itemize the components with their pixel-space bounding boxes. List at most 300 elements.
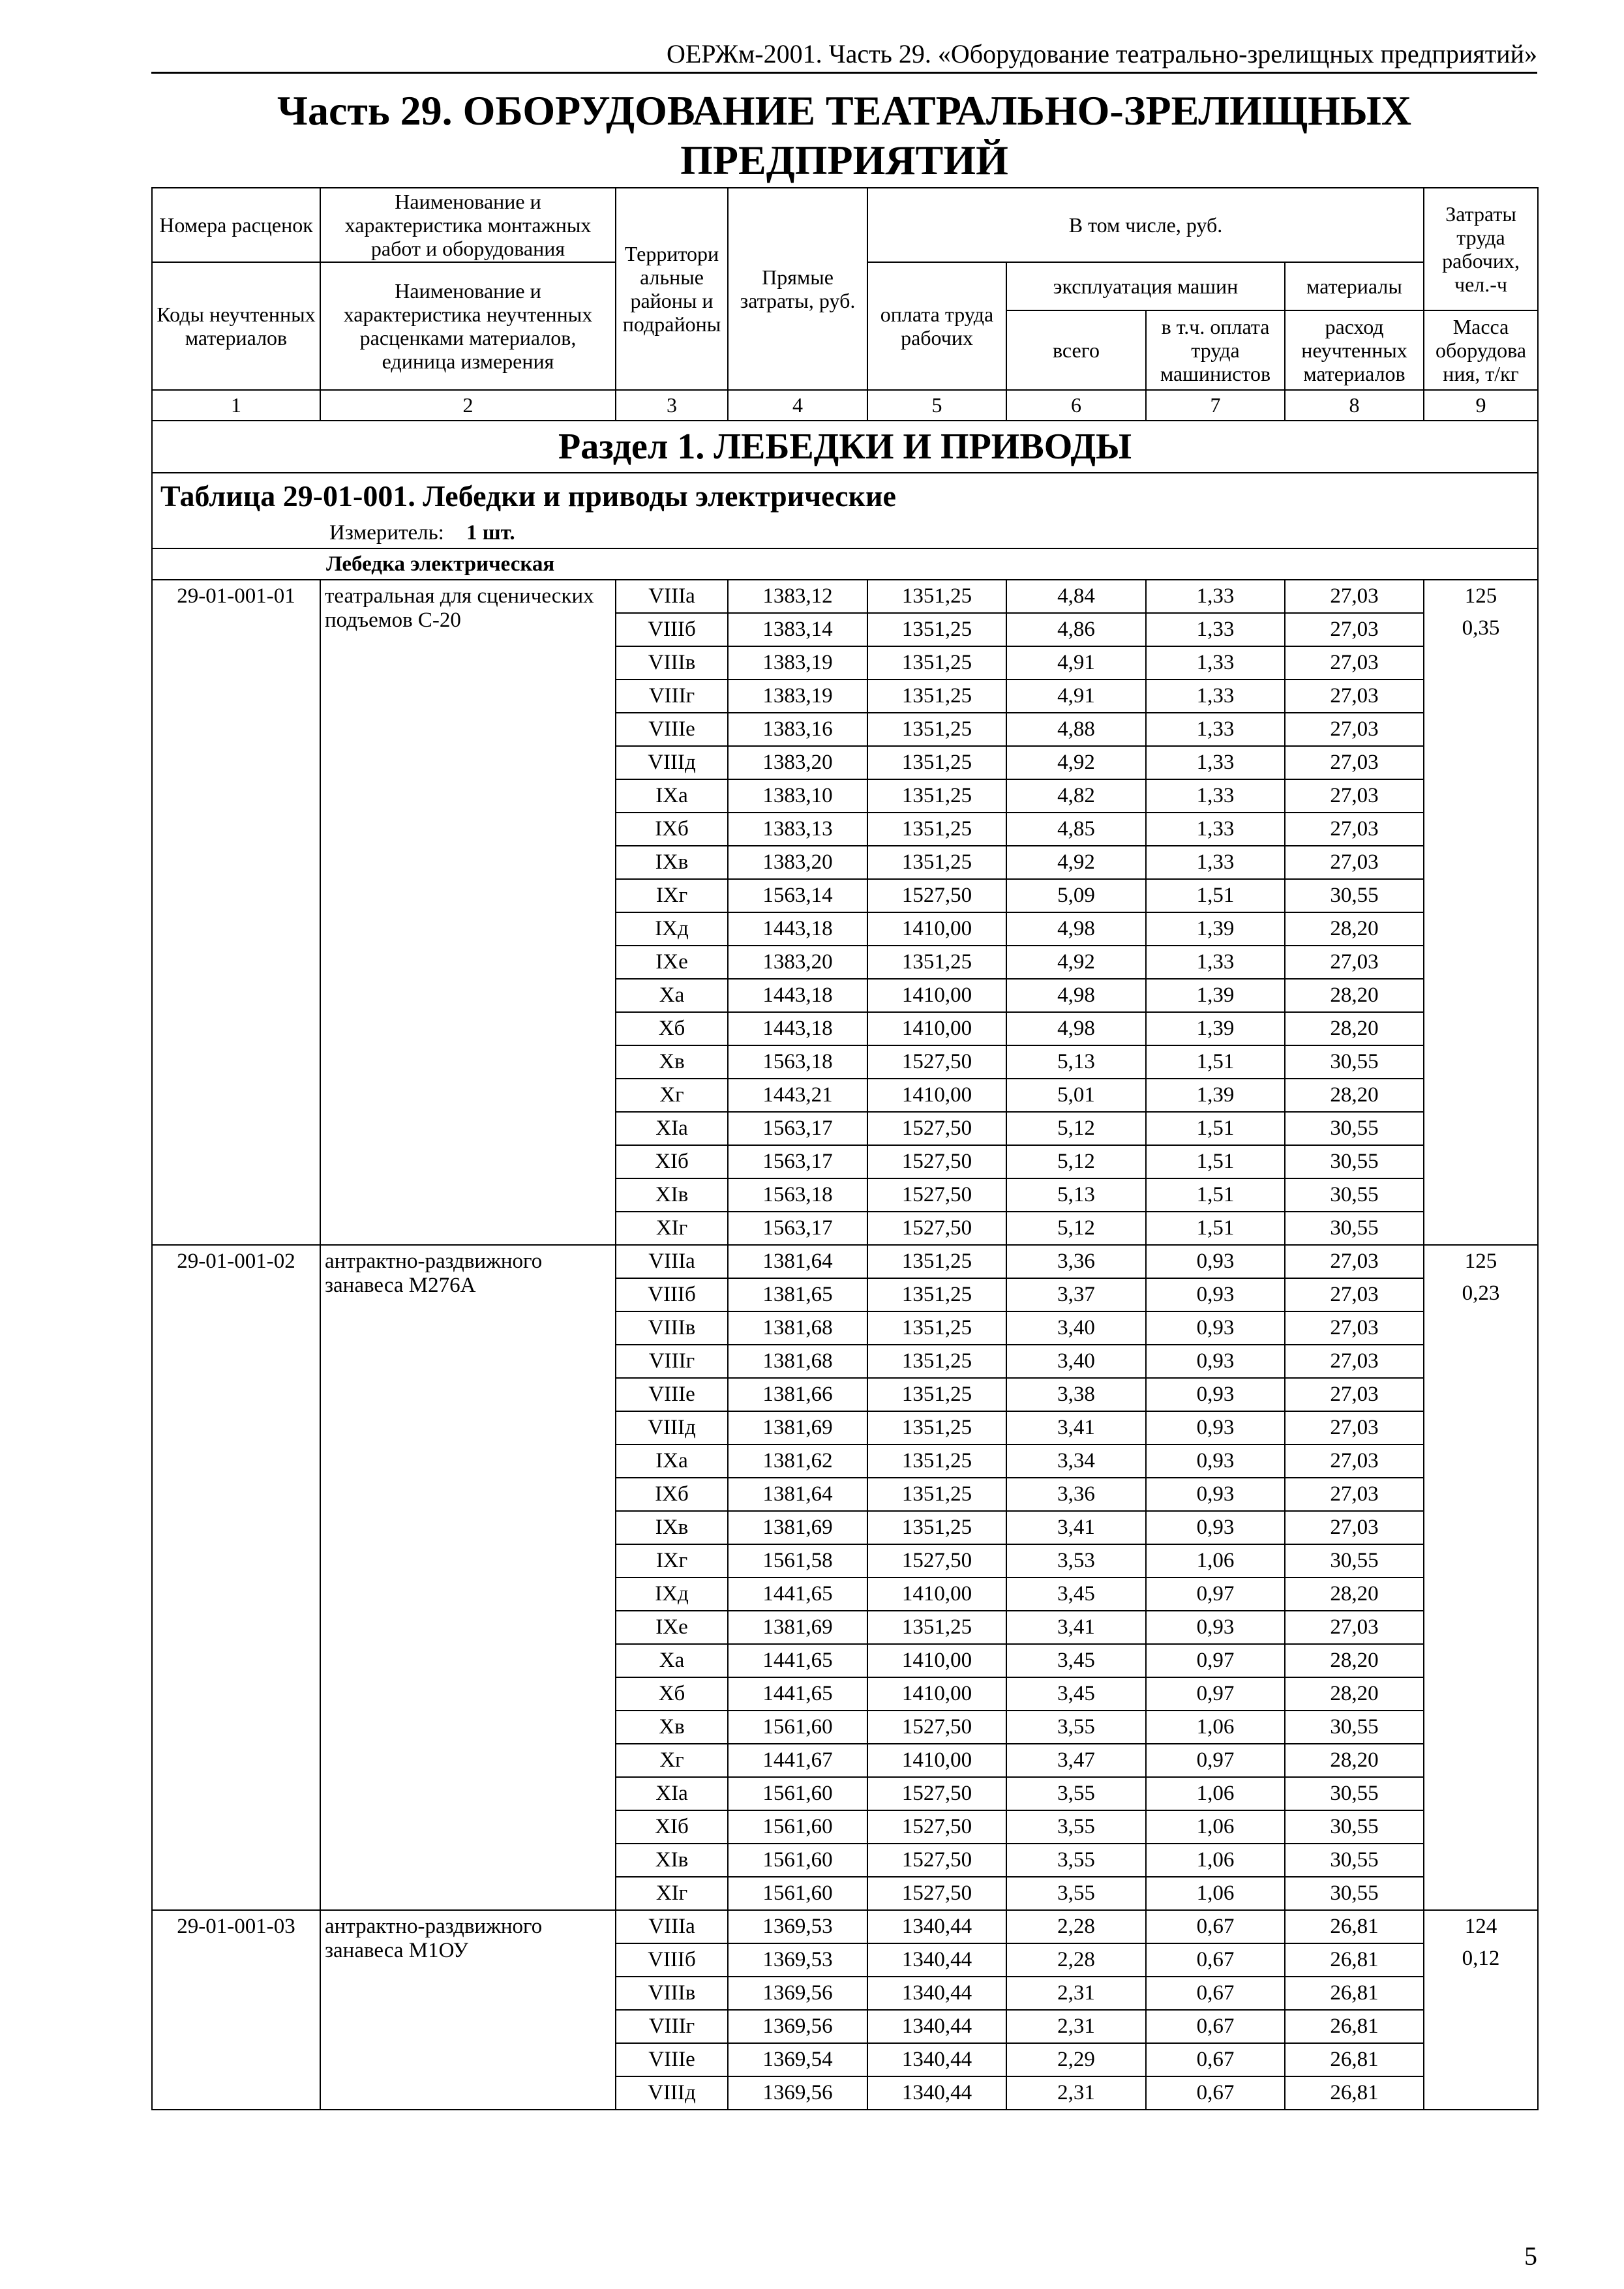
materials-cell: 27,03 <box>1285 813 1424 846</box>
direct-costs-cell: 1369,54 <box>728 2043 867 2076</box>
machines-total-cell: 3,55 <box>1006 1810 1146 1844</box>
wages-cell: 1351,25 <box>867 1511 1006 1544</box>
territory-cell: XIб <box>616 1145 728 1178</box>
territory-cell: VIIIб <box>616 613 728 646</box>
machines-total-cell: 3,45 <box>1006 1578 1146 1611</box>
territory-cell: IXг <box>616 1544 728 1578</box>
column-number: 4 <box>728 390 867 421</box>
machines-total-cell: 4,88 <box>1006 713 1146 746</box>
machines-total-cell: 4,91 <box>1006 680 1146 713</box>
wages-cell: 1527,50 <box>867 1711 1006 1744</box>
materials-cell: 30,55 <box>1285 879 1424 912</box>
meter-value: 1 шт. <box>466 520 515 545</box>
territory-cell: IXб <box>616 1478 728 1511</box>
machines-total-cell: 4,84 <box>1006 580 1146 613</box>
materials-cell: 30,55 <box>1285 1112 1424 1145</box>
machines-total-cell: 5,13 <box>1006 1178 1146 1212</box>
wages-cell: 1351,25 <box>867 1378 1006 1411</box>
territory-cell: XIа <box>616 1112 728 1145</box>
materials-cell: 26,81 <box>1285 1943 1424 1977</box>
machines-total-cell: 2,28 <box>1006 1943 1146 1977</box>
direct-costs-cell: 1381,62 <box>728 1444 867 1478</box>
machinist-wages-cell: 0,67 <box>1146 2010 1285 2043</box>
work-name: антрактно-раздвижного занавеса М276А <box>320 1245 616 1910</box>
direct-costs-cell: 1441,65 <box>728 1644 867 1677</box>
wages-cell: 1410,00 <box>867 1644 1006 1677</box>
materials-cell: 30,55 <box>1285 1045 1424 1079</box>
machinist-wages-cell: 0,93 <box>1146 1345 1285 1378</box>
header-material-names: Наименование и характеристика неучтенных расценками материалов, единица измерения <box>320 262 616 390</box>
wages-cell: 1527,50 <box>867 1877 1006 1910</box>
wages-cell: 1527,50 <box>867 879 1006 912</box>
subheading: Лебедка электрическая <box>152 548 1538 580</box>
machinist-wages-cell: 0,67 <box>1146 1910 1285 1943</box>
labor-mass-cell <box>1424 580 1538 1245</box>
labor-mass-cell <box>1424 1910 1538 2110</box>
direct-costs-cell: 1383,13 <box>728 813 867 846</box>
machines-total-cell: 3,40 <box>1006 1345 1146 1378</box>
direct-costs-cell: 1383,10 <box>728 779 867 813</box>
machines-total-cell: 2,31 <box>1006 2076 1146 2110</box>
materials-cell: 30,55 <box>1285 1777 1424 1810</box>
section-title: Раздел 1. ЛЕБЕДКИ И ПРИВОДЫ <box>152 421 1538 473</box>
machinist-wages-cell: 1,51 <box>1146 1178 1285 1212</box>
header-materials: материалы <box>1285 262 1424 310</box>
machines-total-cell: 3,41 <box>1006 1411 1146 1444</box>
materials-cell: 27,03 <box>1285 1311 1424 1345</box>
meter-line <box>152 518 1538 548</box>
wages-cell: 1340,44 <box>867 2076 1006 2110</box>
materials-cell: 27,03 <box>1285 1378 1424 1411</box>
table-row <box>152 1245 1538 1278</box>
machinist-wages-cell: 0,67 <box>1146 2076 1285 2110</box>
materials-cell: 28,20 <box>1285 1644 1424 1677</box>
wages-cell: 1527,50 <box>867 1777 1006 1810</box>
column-number: 8 <box>1285 390 1424 421</box>
machinist-wages-cell: 1,33 <box>1146 613 1285 646</box>
wages-cell: 1527,50 <box>867 1145 1006 1178</box>
direct-costs-cell: 1443,18 <box>728 1012 867 1045</box>
equipment-mass-value: 0,12 <box>1462 1947 1500 1970</box>
rate-code: 29-01-001-02 <box>152 1245 320 1910</box>
direct-costs-cell: 1369,56 <box>728 2076 867 2110</box>
rate-code: 29-01-001-01 <box>152 580 320 1245</box>
territory-cell: IXг <box>616 879 728 912</box>
wages-cell: 1410,00 <box>867 1578 1006 1611</box>
materials-cell: 27,03 <box>1285 1478 1424 1511</box>
machinist-wages-cell: 0,93 <box>1146 1378 1285 1411</box>
materials-cell: 27,03 <box>1285 646 1424 680</box>
wages-cell: 1351,25 <box>867 1478 1006 1511</box>
machinist-wages-cell: 1,39 <box>1146 912 1285 946</box>
materials-cell: 27,03 <box>1285 1444 1424 1478</box>
materials-cell: 27,03 <box>1285 946 1424 979</box>
direct-costs-cell: 1383,16 <box>728 713 867 746</box>
direct-costs-cell: 1383,14 <box>728 613 867 646</box>
materials-cell: 27,03 <box>1285 746 1424 779</box>
header-equipment-mass: Масса оборудова ния, т/кг <box>1424 310 1538 390</box>
territory-cell: XIв <box>616 1844 728 1877</box>
wages-cell: 1340,44 <box>867 1977 1006 2010</box>
wages-cell: 1351,25 <box>867 1278 1006 1311</box>
machines-total-cell: 4,98 <box>1006 1012 1146 1045</box>
machinist-wages-cell: 1,33 <box>1146 813 1285 846</box>
machines-total-cell: 4,92 <box>1006 846 1146 879</box>
territory-cell: Xг <box>616 1744 728 1777</box>
wages-cell: 1351,25 <box>867 1245 1006 1278</box>
direct-costs-cell: 1563,18 <box>728 1178 867 1212</box>
materials-cell: 27,03 <box>1285 1411 1424 1444</box>
machines-total-cell: 4,86 <box>1006 613 1146 646</box>
materials-cell: 26,81 <box>1285 2076 1424 2110</box>
direct-costs-cell: 1381,66 <box>728 1378 867 1411</box>
machinist-wages-cell: 0,97 <box>1146 1744 1285 1777</box>
materials-cell: 27,03 <box>1285 1245 1424 1278</box>
header-labor-costs: Затраты труда рабочих, чел.-ч <box>1424 188 1538 310</box>
wages-cell: 1527,50 <box>867 1045 1006 1079</box>
machinist-wages-cell: 1,06 <box>1146 1544 1285 1578</box>
materials-cell: 27,03 <box>1285 680 1424 713</box>
machinist-wages-cell: 0,67 <box>1146 1943 1285 1977</box>
materials-cell: 28,20 <box>1285 912 1424 946</box>
territory-cell: Xг <box>616 1079 728 1112</box>
machines-total-cell: 3,55 <box>1006 1711 1146 1744</box>
equipment-mass-value: 0,35 <box>1462 616 1500 640</box>
materials-cell: 28,20 <box>1285 1079 1424 1112</box>
materials-cell: 26,81 <box>1285 1910 1424 1943</box>
territory-cell: XIб <box>616 1810 728 1844</box>
direct-costs-cell: 1369,53 <box>728 1943 867 1977</box>
rates-table-body <box>152 188 1538 2110</box>
machinist-wages-cell: 0,93 <box>1146 1511 1285 1544</box>
machinist-wages-cell: 1,33 <box>1146 580 1285 613</box>
direct-costs-cell: 1383,20 <box>728 746 867 779</box>
column-number: 2 <box>320 390 616 421</box>
materials-cell: 30,55 <box>1285 1544 1424 1578</box>
materials-cell: 30,55 <box>1285 1212 1424 1245</box>
territory-cell: VIIIб <box>616 1943 728 1977</box>
direct-costs-cell: 1381,69 <box>728 1611 867 1644</box>
machines-total-cell: 3,36 <box>1006 1245 1146 1278</box>
territory-cell: VIIIа <box>616 1245 728 1278</box>
machines-total-cell: 3,55 <box>1006 1877 1146 1910</box>
wages-cell: 1340,44 <box>867 1943 1006 1977</box>
wages-cell: 1340,44 <box>867 2043 1006 2076</box>
wages-cell: 1351,25 <box>867 813 1006 846</box>
machinist-wages-cell: 1,51 <box>1146 879 1285 912</box>
territory-cell: VIIIд <box>616 746 728 779</box>
machinist-wages-cell: 1,33 <box>1146 646 1285 680</box>
wages-cell: 1351,25 <box>867 1345 1006 1378</box>
wages-cell: 1410,00 <box>867 912 1006 946</box>
wages-cell: 1351,25 <box>867 779 1006 813</box>
territory-cell: Xв <box>616 1045 728 1079</box>
territory-cell: IXв <box>616 846 728 879</box>
wages-cell: 1351,25 <box>867 846 1006 879</box>
direct-costs-cell: 1563,14 <box>728 879 867 912</box>
page-number: 5 <box>1524 2241 1537 2271</box>
header-material-codes: Коды неучтенных материалов <box>152 262 320 390</box>
direct-costs-cell: 1383,20 <box>728 946 867 979</box>
direct-costs-cell: 1563,17 <box>728 1112 867 1145</box>
page-title-line1: Часть 29. ОБОРУДОВАНИЕ ТЕАТРАЛЬНО-ЗРЕЛИЩНЫХ <box>277 87 1411 134</box>
machines-total-cell: 2,28 <box>1006 1910 1146 1943</box>
machinist-wages-cell: 0,93 <box>1146 1245 1285 1278</box>
machinist-wages-cell: 1,33 <box>1146 746 1285 779</box>
wages-cell: 1527,50 <box>867 1178 1006 1212</box>
direct-costs-cell: 1561,58 <box>728 1544 867 1578</box>
machinist-wages-cell: 0,93 <box>1146 1444 1285 1478</box>
direct-costs-cell: 1561,60 <box>728 1777 867 1810</box>
machines-total-cell: 5,13 <box>1006 1045 1146 1079</box>
machines-total-cell: 3,41 <box>1006 1611 1146 1644</box>
direct-costs-cell: 1383,12 <box>728 580 867 613</box>
page-title <box>151 86 1537 185</box>
territory-cell: VIIIа <box>616 1910 728 1943</box>
direct-costs-cell: 1441,65 <box>728 1578 867 1611</box>
territory-cell: VIIIд <box>616 1411 728 1444</box>
wages-cell: 1410,00 <box>867 1012 1006 1045</box>
territory-cell: XIг <box>616 1212 728 1245</box>
wages-cell: 1351,25 <box>867 1411 1006 1444</box>
materials-cell: 27,03 <box>1285 1345 1424 1378</box>
direct-costs-cell: 1443,21 <box>728 1079 867 1112</box>
territory-cell: Xа <box>616 1644 728 1677</box>
machinist-wages-cell: 1,33 <box>1146 779 1285 813</box>
machinist-wages-cell: 0,67 <box>1146 1977 1285 2010</box>
machines-total-cell: 4,85 <box>1006 813 1146 846</box>
machines-total-cell: 4,92 <box>1006 946 1146 979</box>
territory-cell: IXе <box>616 946 728 979</box>
materials-cell: 27,03 <box>1285 1611 1424 1644</box>
wages-cell: 1410,00 <box>867 1079 1006 1112</box>
rates-table <box>151 187 1539 2110</box>
direct-costs-cell: 1561,60 <box>728 1810 867 1844</box>
machinist-wages-cell: 0,93 <box>1146 1411 1285 1444</box>
machines-total-cell: 3,45 <box>1006 1644 1146 1677</box>
territory-cell: VIIIв <box>616 1311 728 1345</box>
materials-cell: 26,81 <box>1285 1977 1424 2010</box>
territory-cell: VIIIг <box>616 680 728 713</box>
machinist-wages-cell: 1,51 <box>1146 1112 1285 1145</box>
wages-cell: 1351,25 <box>867 580 1006 613</box>
territory-cell: VIIIд <box>616 2076 728 2110</box>
wages-cell: 1410,00 <box>867 979 1006 1012</box>
header-territory: Территори альные районы и подрайоны <box>616 188 728 390</box>
machinist-wages-cell: 1,39 <box>1146 1012 1285 1045</box>
machines-total-cell: 4,91 <box>1006 646 1146 680</box>
territory-cell: Xа <box>616 979 728 1012</box>
header-rate-numbers: Номера расценок <box>152 188 320 262</box>
materials-cell: 27,03 <box>1285 779 1424 813</box>
territory-cell: Xб <box>616 1677 728 1711</box>
running-head: ОЕРЖм-2001. Часть 29. «Оборудование театрально-зрелищных предприятий» <box>151 38 1537 74</box>
materials-cell: 30,55 <box>1285 1844 1424 1877</box>
machinist-wages-cell: 1,33 <box>1146 846 1285 879</box>
direct-costs-cell: 1369,56 <box>728 2010 867 2043</box>
territory-cell: XIг <box>616 1877 728 1910</box>
header-including: В том числе, руб. <box>867 188 1424 262</box>
territory-cell: IXа <box>616 779 728 813</box>
direct-costs-cell: 1563,18 <box>728 1045 867 1079</box>
materials-cell: 30,55 <box>1285 1877 1424 1910</box>
direct-costs-cell: 1381,68 <box>728 1345 867 1378</box>
machinist-wages-cell: 1,51 <box>1146 1212 1285 1245</box>
machinist-wages-cell: 1,51 <box>1146 1045 1285 1079</box>
territory-cell: IXб <box>616 813 728 846</box>
materials-cell: 28,20 <box>1285 1578 1424 1611</box>
direct-costs-cell: 1369,53 <box>728 1910 867 1943</box>
machines-total-cell: 2,29 <box>1006 2043 1146 2076</box>
territory-cell: IXд <box>616 1578 728 1611</box>
direct-costs-cell: 1383,19 <box>728 646 867 680</box>
column-number: 5 <box>867 390 1006 421</box>
direct-costs-cell: 1441,65 <box>728 1677 867 1711</box>
direct-costs-cell: 1561,60 <box>728 1711 867 1744</box>
materials-cell: 27,03 <box>1285 613 1424 646</box>
direct-costs-cell: 1381,64 <box>728 1478 867 1511</box>
machinist-wages-cell: 1,33 <box>1146 680 1285 713</box>
header-material-consumption: расход неучтенных материалов <box>1285 310 1424 390</box>
machinist-wages-cell: 0,93 <box>1146 1278 1285 1311</box>
territory-cell: XIв <box>616 1178 728 1212</box>
direct-costs-cell: 1381,64 <box>728 1245 867 1278</box>
machinist-wages-cell: 0,93 <box>1146 1311 1285 1345</box>
machinist-wages-cell: 1,06 <box>1146 1777 1285 1810</box>
machinist-wages-cell: 1,06 <box>1146 1877 1285 1910</box>
wages-cell: 1340,44 <box>867 1910 1006 1943</box>
territory-cell: XIа <box>616 1777 728 1810</box>
direct-costs-cell: 1381,69 <box>728 1511 867 1544</box>
direct-costs-cell: 1563,17 <box>728 1212 867 1245</box>
materials-cell: 26,81 <box>1285 2010 1424 2043</box>
machines-total-cell: 2,31 <box>1006 1977 1146 2010</box>
materials-cell: 28,20 <box>1285 1012 1424 1045</box>
machinist-wages-cell: 0,67 <box>1146 2043 1285 2076</box>
territory-cell: IXа <box>616 1444 728 1478</box>
work-name: антрактно-раздвижного занавеса М1ОУ <box>320 1910 616 2110</box>
machinist-wages-cell: 1,51 <box>1146 1145 1285 1178</box>
territory-cell: IXе <box>616 1611 728 1644</box>
table-title: Таблица 29-01-001. Лебедки и приводы электрические <box>152 473 1538 518</box>
materials-cell: 27,03 <box>1285 846 1424 879</box>
header-machinist-wages: в т.ч. оплата труда машинистов <box>1146 310 1285 390</box>
rate-code: 29-01-001-03 <box>152 1910 320 2110</box>
territory-cell: IXв <box>616 1511 728 1544</box>
wages-cell: 1527,50 <box>867 1112 1006 1145</box>
machines-total-cell: 5,09 <box>1006 879 1146 912</box>
machines-total-cell: 3,55 <box>1006 1777 1146 1810</box>
materials-cell: 30,55 <box>1285 1178 1424 1212</box>
machines-total-cell: 4,98 <box>1006 912 1146 946</box>
direct-costs-cell: 1381,69 <box>728 1411 867 1444</box>
labor-costs-value: 124 <box>1464 1915 1497 1938</box>
wages-cell: 1351,25 <box>867 613 1006 646</box>
machinist-wages-cell: 0,93 <box>1146 1611 1285 1644</box>
materials-cell: 28,20 <box>1285 979 1424 1012</box>
wages-cell: 1351,25 <box>867 680 1006 713</box>
direct-costs-cell: 1563,17 <box>728 1145 867 1178</box>
wages-cell: 1351,25 <box>867 746 1006 779</box>
materials-cell: 30,55 <box>1285 1810 1424 1844</box>
wages-cell: 1410,00 <box>867 1677 1006 1711</box>
machines-total-cell: 4,92 <box>1006 746 1146 779</box>
machines-total-cell: 4,82 <box>1006 779 1146 813</box>
header-machine-operation: эксплуатация машин <box>1006 262 1285 310</box>
machines-total-cell: 3,45 <box>1006 1677 1146 1711</box>
territory-cell: IXд <box>616 912 728 946</box>
materials-cell: 27,03 <box>1285 1511 1424 1544</box>
materials-cell: 27,03 <box>1285 1278 1424 1311</box>
materials-cell: 27,03 <box>1285 580 1424 613</box>
machinist-wages-cell: 1,06 <box>1146 1810 1285 1844</box>
machinist-wages-cell: 0,93 <box>1146 1478 1285 1511</box>
labor-costs-value: 125 <box>1464 584 1497 608</box>
territory-cell: VIIIв <box>616 1977 728 2010</box>
direct-costs-cell: 1369,56 <box>728 1977 867 2010</box>
territory-cell: VIIIе <box>616 713 728 746</box>
machines-total-cell: 5,12 <box>1006 1145 1146 1178</box>
wages-cell: 1351,25 <box>867 713 1006 746</box>
machines-total-cell: 3,47 <box>1006 1744 1146 1777</box>
work-name: театральная для сценических подъемов С-20 <box>320 580 616 1245</box>
machines-total-cell: 3,36 <box>1006 1478 1146 1511</box>
direct-costs-cell: 1383,20 <box>728 846 867 879</box>
machines-total-cell: 5,12 <box>1006 1212 1146 1245</box>
machinist-wages-cell: 1,06 <box>1146 1711 1285 1744</box>
wages-cell: 1527,50 <box>867 1212 1006 1245</box>
territory-cell: VIIIе <box>616 2043 728 2076</box>
direct-costs-cell: 1443,18 <box>728 979 867 1012</box>
machines-total-cell: 3,38 <box>1006 1378 1146 1411</box>
column-number: 6 <box>1006 390 1146 421</box>
territory-cell: Xв <box>616 1711 728 1744</box>
machines-total-cell: 4,98 <box>1006 979 1146 1012</box>
machinist-wages-cell: 1,39 <box>1146 979 1285 1012</box>
direct-costs-cell: 1383,19 <box>728 680 867 713</box>
wages-cell: 1340,44 <box>867 2010 1006 2043</box>
materials-cell: 28,20 <box>1285 1677 1424 1711</box>
wages-cell: 1351,25 <box>867 1611 1006 1644</box>
machinist-wages-cell: 1,33 <box>1146 713 1285 746</box>
machinist-wages-cell: 0,97 <box>1146 1677 1285 1711</box>
direct-costs-cell: 1441,67 <box>728 1744 867 1777</box>
wages-cell: 1351,25 <box>867 1311 1006 1345</box>
territory-cell: VIIIв <box>616 646 728 680</box>
machinist-wages-cell: 1,06 <box>1146 1844 1285 1877</box>
page-title-line2: ПРЕДПРИЯТИЙ <box>680 137 1008 183</box>
direct-costs-cell: 1561,60 <box>728 1844 867 1877</box>
header-direct-costs: Прямые затраты, руб. <box>728 188 867 390</box>
wages-cell: 1527,50 <box>867 1544 1006 1578</box>
materials-cell: 26,81 <box>1285 2043 1424 2076</box>
materials-cell: 27,03 <box>1285 713 1424 746</box>
territory-cell: VIIIе <box>616 1378 728 1411</box>
wages-cell: 1351,25 <box>867 1444 1006 1478</box>
machinist-wages-cell: 1,39 <box>1146 1079 1285 1112</box>
territory-cell: VIIIб <box>616 1278 728 1311</box>
column-number: 7 <box>1146 390 1285 421</box>
labor-costs-value: 125 <box>1464 1249 1497 1273</box>
materials-cell: 30,55 <box>1285 1145 1424 1178</box>
machines-total-cell: 3,41 <box>1006 1511 1146 1544</box>
territory-cell: VIIIг <box>616 2010 728 2043</box>
wages-cell: 1527,50 <box>867 1844 1006 1877</box>
header-machines-total: всего <box>1006 310 1146 390</box>
machinist-wages-cell: 0,97 <box>1146 1578 1285 1611</box>
meter-label: Измеритель: <box>329 520 444 545</box>
machines-total-cell: 3,55 <box>1006 1844 1146 1877</box>
